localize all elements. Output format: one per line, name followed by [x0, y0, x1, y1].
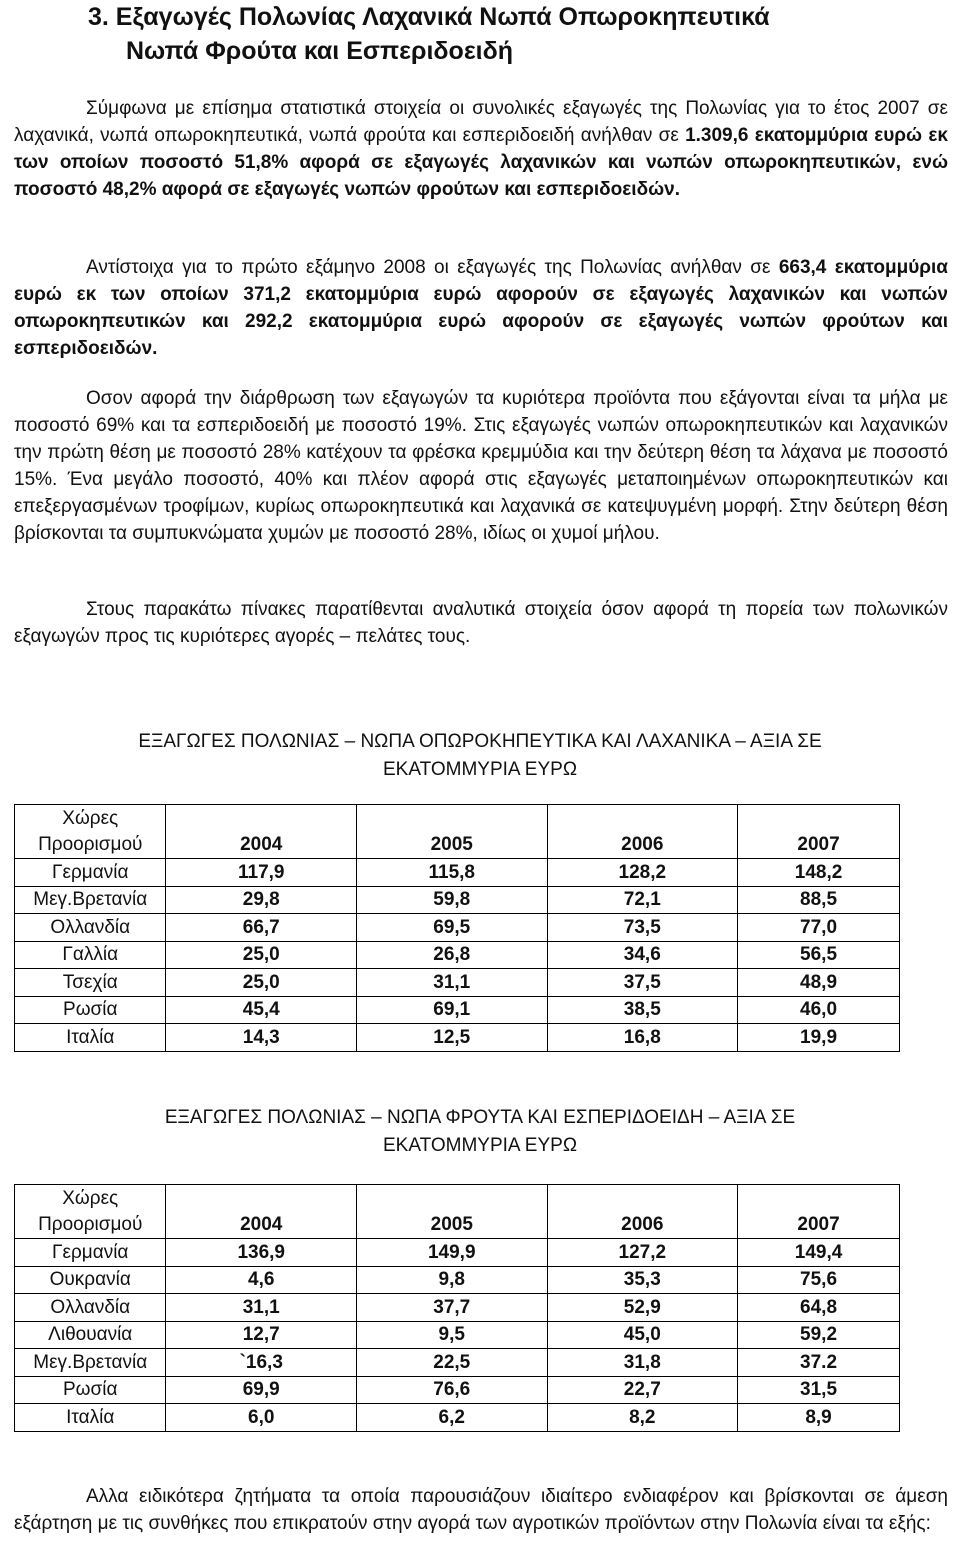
value-cell: 16,8 [547, 1024, 738, 1052]
value-cell: 56,5 [738, 941, 900, 969]
header-cell-country: Χώρες Προορισμού [15, 1185, 166, 1239]
value-cell: 73,5 [547, 914, 738, 942]
value-cell: 72,1 [547, 886, 738, 914]
header-cell-country: Χώρες Προορισμού [15, 805, 166, 859]
value-cell: 31,1 [166, 1294, 357, 1322]
table-row [15, 1266, 900, 1294]
value-cell: 69,1 [357, 996, 548, 1024]
section-heading-line2: Νωπά Φρούτα και Εσπεριδοειδή [126, 37, 514, 65]
country-cell: Τσεχία [15, 969, 166, 997]
value-cell: 35,3 [547, 1266, 738, 1294]
table-vegetables-exports [14, 804, 900, 1052]
table1-title [0, 728, 960, 784]
value-cell: 9,5 [357, 1321, 548, 1349]
paragraph-text: Οσον αφορά την διάρθρωση των εξαγωγών τα κυριότερα προϊόντα που εξάγονται είναι τα μήλα με ποσοστό 69% και τα εσπεριδοειδή με ποσοστό 19%. Στις εξαγωγές νωπών οπωροκηπευτικών και λαχανικών την πρώτη θέση με ποσοστό 28% κατέχουν τα φρέσκα κρεμμύδια και την δεύτερη θέση τα λάχανα με ποσοστό 15%. Ένα μεγάλο ποσοστό, 40% και πλέον αφορά στις εξαγωγές μεταποιημένων οπωροκηπευτικών και επεξεργασμένων τροφίμων, κυρίως οπωροκηπευτικά και λαχανικά σε κατεψυγμένη μορφή. Στην δεύτερη θέση βρίσκονται τα συμπυκνώματα χυμών με ποσοστό 28%, ιδίως οι χυμοί μήλου. [14, 388, 948, 544]
value-cell: 75,6 [738, 1266, 900, 1294]
table2-title-line2: ΕΚΑΤΟΜΜΥΡΙΑ ΕΥΡΩ [382, 1135, 578, 1156]
value-cell: 128,2 [547, 859, 738, 887]
value-cell: 8,2 [547, 1404, 738, 1432]
header-cell-year: 2004 [166, 805, 357, 859]
value-cell: 64,8 [738, 1294, 900, 1322]
value-cell: 22,5 [357, 1349, 548, 1377]
value-cell: 19,9 [738, 1024, 900, 1052]
table-row [15, 914, 900, 942]
value-cell: 117,9 [166, 859, 357, 887]
header-cell-year: 2007 [738, 1185, 900, 1239]
table-row [15, 1024, 900, 1052]
value-cell: 29,8 [166, 886, 357, 914]
value-cell: 115,8 [357, 859, 548, 887]
country-cell: Ρωσία [15, 996, 166, 1024]
value-cell: 22,7 [547, 1376, 738, 1404]
value-cell: 12,5 [357, 1024, 548, 1052]
table-header-row [15, 1185, 900, 1239]
table-row [15, 1321, 900, 1349]
value-cell: 31,8 [547, 1349, 738, 1377]
value-cell: 77,0 [738, 914, 900, 942]
table-row [15, 1294, 900, 1322]
value-cell: `16,3 [166, 1349, 357, 1377]
paragraph-bold-text: 1.309,6 εκατομμύρια ευρώ εκ των οποίων ποσοστό 51,8% αφορά σε εξαγωγές λαχανικών και νωπών οπωροκηπευτικών, ενώ ποσοστό 48,2% αφορά σε εξαγωγές νωπών φρούτων και εσπεριδοειδών. [14, 125, 948, 200]
table-row [15, 1349, 900, 1377]
value-cell: 38,5 [547, 996, 738, 1024]
country-cell: Ουκρανία [15, 1266, 166, 1294]
header-cell-year: 2006 [547, 805, 738, 859]
country-cell: Ρωσία [15, 1376, 166, 1404]
value-cell: 52,9 [547, 1294, 738, 1322]
value-cell: 149,4 [738, 1239, 900, 1267]
value-cell: 59,2 [738, 1321, 900, 1349]
paragraph-export-structure [14, 385, 948, 547]
paragraph-text: Σύμφωνα με επίσημα στατιστικά στοιχεία οι συνολικές εξαγωγές της Πολωνίας για το έτος 2007 σε λαχανικά, νωπά οπωροκηπευτικά, νωπά φρούτα και εσπεριδοειδή ανήλθαν σε [14, 98, 948, 146]
header-cell-year: 2005 [357, 805, 548, 859]
country-cell: Ολλανδία [15, 1294, 166, 1322]
paragraph-text: Αντίστοιχα για το πρώτο εξάμηνο 2008 οι εξαγωγές της Πολωνίας ανήλθαν σε [86, 257, 779, 278]
section-heading [88, 0, 948, 68]
country-cell: Μεγ.Βρετανία [15, 886, 166, 914]
value-cell: 37,5 [547, 969, 738, 997]
value-cell: 14,3 [166, 1024, 357, 1052]
paragraph-text: Στους παρακάτω πίνακες παρατίθενται αναλυτικά στοιχεία όσον αφορά τη πορεία των πολωνικών εξαγωγών προς τις κυριότερες αγορές – πελάτες τους. [14, 599, 948, 647]
value-cell: 148,2 [738, 859, 900, 887]
value-cell: 31,5 [738, 1376, 900, 1404]
table1-title-line2: ΕΚΑΤΟΜΜΥΡΙΑ ΕΥΡΩ [382, 759, 578, 780]
table-row [15, 1239, 900, 1267]
value-cell: 46,0 [738, 996, 900, 1024]
country-cell: Γερμανία [15, 859, 166, 887]
value-cell: 12,7 [166, 1321, 357, 1349]
country-cell: Γαλλία [15, 941, 166, 969]
header-cell-year: 2007 [738, 805, 900, 859]
value-cell: 4,6 [166, 1266, 357, 1294]
value-cell: 34,6 [547, 941, 738, 969]
table-row [15, 1376, 900, 1404]
value-cell: 76,6 [357, 1376, 548, 1404]
country-cell: Λιθουανία [15, 1321, 166, 1349]
value-cell: 25,0 [166, 941, 357, 969]
header-cell-year: 2006 [547, 1185, 738, 1239]
country-cell: Ολλανδία [15, 914, 166, 942]
paragraph-other-issues [14, 1483, 948, 1537]
value-cell: 25,0 [166, 969, 357, 997]
value-cell: 48,9 [738, 969, 900, 997]
table2-title-line1: ΕΞΑΓΩΓΕΣ ΠΟΛΩΝΙΑΣ – ΝΩΠΑ ΦΡΟΥΤΑ ΚΑΙ ΕΣΠΕΡΙΔΟΕΙΔΗ – ΑΞΙΑ ΣΕ [164, 1107, 796, 1128]
value-cell: 127,2 [547, 1239, 738, 1267]
paragraph-exports-2007 [14, 95, 948, 203]
value-cell: 66,7 [166, 914, 357, 942]
value-cell: 45,0 [547, 1321, 738, 1349]
value-cell: 6,0 [166, 1404, 357, 1432]
table-row [15, 969, 900, 997]
value-cell: 37.2 [738, 1349, 900, 1377]
paragraph-tables-intro [14, 596, 948, 650]
value-cell: 69,9 [166, 1376, 357, 1404]
table1-title-line1: ΕΞΑΓΩΓΕΣ ΠΟΛΩΝΙΑΣ – ΝΩΠΑ ΟΠΩΡΟΚΗΠΕΥΤΙΚΑ ΚΑΙ ΛΑΧΑΝΙΚΑ – ΑΞΙΑ ΣΕ [138, 731, 822, 752]
header-cell-year: 2004 [166, 1185, 357, 1239]
value-cell: 69,5 [357, 914, 548, 942]
value-cell: 6,2 [357, 1404, 548, 1432]
country-cell: Μεγ.Βρετανία [15, 1349, 166, 1377]
country-cell: Γερμανία [15, 1239, 166, 1267]
table2-title [0, 1104, 960, 1160]
value-cell: 26,8 [357, 941, 548, 969]
table-row [15, 859, 900, 887]
value-cell: 136,9 [166, 1239, 357, 1267]
value-cell: 37,7 [357, 1294, 548, 1322]
value-cell: 149,9 [357, 1239, 548, 1267]
table-row [15, 996, 900, 1024]
table-header-row [15, 805, 900, 859]
value-cell: 88,5 [738, 886, 900, 914]
table-row [15, 941, 900, 969]
value-cell: 9,8 [357, 1266, 548, 1294]
header-cell-year: 2005 [357, 1185, 548, 1239]
country-cell: Ιταλία [15, 1404, 166, 1432]
paragraph-text: Αλλα ειδικότερα ζητήματα τα οποία παρουσιάζουν ιδιαίτερο ενδιαφέρον και βρίσκονται σε άμεση εξάρτηση με τις συνθήκες που επικρατούν στην αγορά των αγροτικών προϊόντων στην Πολωνία είναι τα εξής: [14, 1486, 948, 1534]
paragraph-exports-2008 [14, 254, 948, 362]
paragraph-bold-text: 663,4 εκατομμύρια ευρώ εκ των οποίων 371,2 εκατομμύρια ευρώ αφορούν σε εξαγωγές λαχανικών και νωπών οπωροκηπευτικών και 292,2 εκατομμύρια ευρώ αφορούν σε εξαγωγές νωπών φρούτων και εσπεριδοειδών. [14, 257, 948, 359]
value-cell: 31,1 [357, 969, 548, 997]
value-cell: 59,8 [357, 886, 548, 914]
section-heading-line1: 3. Εξαγωγές Πολωνίας Λαχανικά Νωπά Οπωροκηπευτικά [88, 3, 770, 31]
country-cell: Ιταλία [15, 1024, 166, 1052]
value-cell: 8,9 [738, 1404, 900, 1432]
value-cell: 45,4 [166, 996, 357, 1024]
table-fruit-exports [14, 1184, 900, 1432]
table-row [15, 1404, 900, 1432]
table-row [15, 886, 900, 914]
